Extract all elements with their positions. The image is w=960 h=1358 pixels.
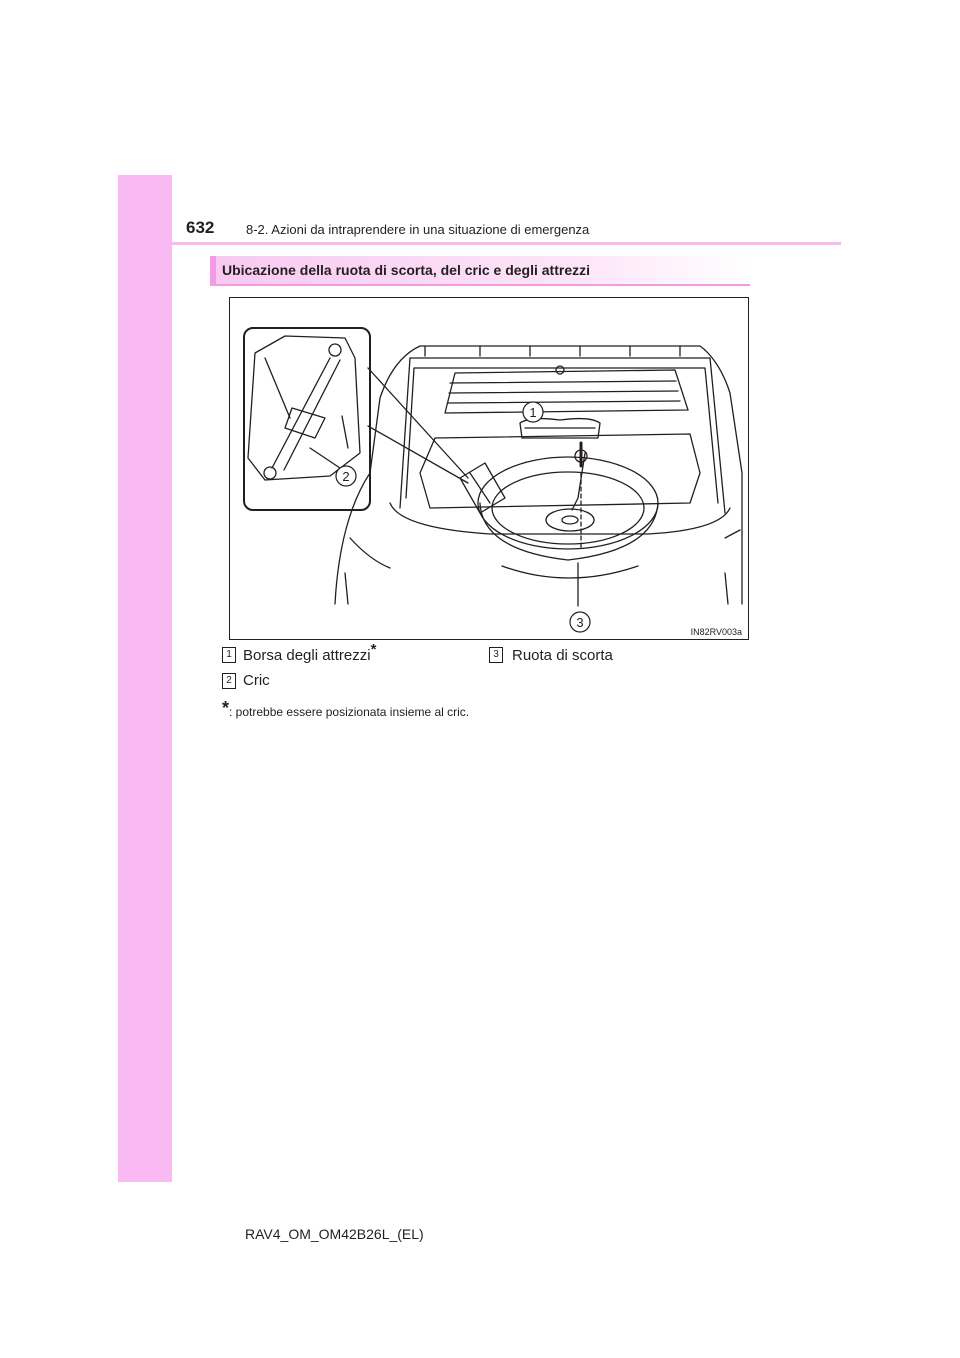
callout-2-label: 2 xyxy=(342,469,350,484)
chapter-title: 8-2. Azioni da intraprendere in una situazione di emergenza xyxy=(246,222,590,237)
header-divider xyxy=(118,242,841,245)
legend-number-3: 3 xyxy=(489,647,503,663)
legend-number-1: 1 xyxy=(222,647,236,663)
legend-label-spare-tire: Ruota di scorta xyxy=(512,647,613,664)
legend-label-tool-bag: Borsa degli attrezzi xyxy=(243,647,371,664)
footnote-marker: * xyxy=(222,698,230,718)
legend-asterisk: * xyxy=(370,641,377,658)
page-number: 632 xyxy=(186,218,215,237)
figure-code: IN82RV003a xyxy=(690,627,742,637)
legend-number-2: 2 xyxy=(222,673,236,689)
section-title: Ubicazione della ruota di scorta, del cric e degli attrezzi xyxy=(222,262,590,278)
legend-label-jack: Cric xyxy=(243,672,270,689)
footnote xyxy=(222,700,469,721)
callout-3-label: 3 xyxy=(576,615,584,630)
trunk-drawing xyxy=(230,298,748,639)
side-tab-strip xyxy=(118,175,172,1182)
callout-1-label: 1 xyxy=(529,405,537,420)
legend-item-tool-bag xyxy=(243,641,377,664)
footnote-text: : potrebbe essere posizionata insieme al cric. xyxy=(229,705,470,719)
footer-document-code: RAV4_OM_OM42B26L_(EL) xyxy=(245,1226,424,1242)
trunk-illustration xyxy=(229,297,749,640)
